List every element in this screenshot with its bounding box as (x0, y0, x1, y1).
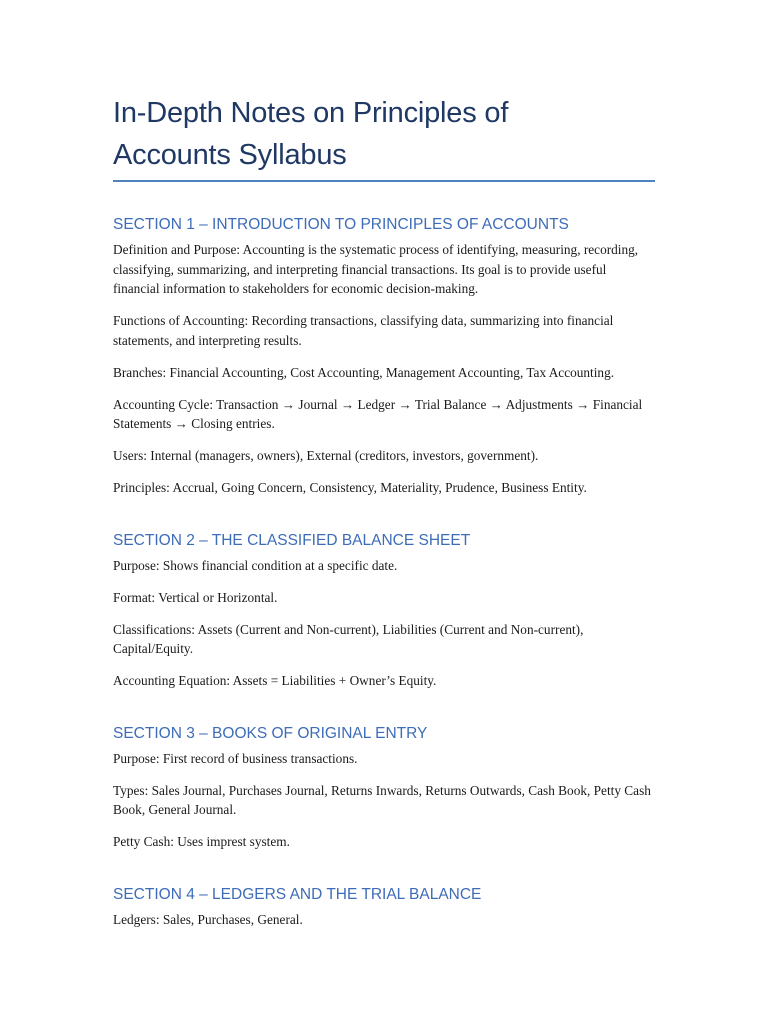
section-1-paragraph-branches: Branches: Financial Accounting, Cost Accounting, Management Accounting, Tax Accounting. (113, 364, 615, 380)
section-2-paragraph-format: Format: Vertical or Horizontal. (113, 589, 278, 605)
section-1-paragraph-functions: Functions of Accounting: Recording transactions, classifying data, summarizing into financial statements, and interpreting results. (113, 313, 614, 348)
document-title (113, 92, 655, 180)
title-underline-rule (113, 180, 655, 182)
section-3-paragraph-petty-cash: Petty Cash: Uses imprest system. (113, 834, 290, 849)
section-1-paragraph-users: Users: Internal (managers, owners), External (creditors, investors, government). (113, 448, 539, 463)
section-2-paragraph-classifications: Classifications: Assets (Current and Non-current), Liabilities (Current and Non-current), Capital/Equity. (113, 621, 584, 656)
section-4-paragraph-ledgers: Ledgers: Sales, Purchases, General. (113, 911, 303, 927)
section-1-paragraph-definition: Definition and Purpose: Accounting is the systematic process of identifying, measuring, recording, classifying, summarizing, and interpreting financial transactions. Its goal is to provide useful financial information to stakeholders for economic decision-making. (113, 242, 639, 296)
section-2-paragraph-purpose: Purpose: Shows financial condition at a specific date. (113, 557, 398, 573)
document-page (113, 92, 655, 929)
section-2 (113, 531, 655, 691)
section-4 (113, 885, 655, 930)
section-2-paragraph-accounting-equation: Accounting Equation: Assets = Liabilities + Owner’s Equity. (113, 673, 437, 688)
section-1-paragraph-principles: Principles: Accrual, Going Concern, Consistency, Materiality, Prudence, Business Entity. (113, 480, 587, 495)
section-1 (113, 215, 655, 498)
section-3-paragraph-types: Types: Sales Journal, Purchases Journal, Returns Inwards, Returns Outwards, Cash Book, Petty Cash Book, General Journal. (113, 782, 651, 817)
section-2-heading: SECTION 2 – THE CLASSIFIED BALANCE SHEET (113, 531, 471, 549)
document-title-line-1: In-Depth Notes on Principles of (113, 97, 509, 129)
section-1-heading: SECTION 1 – INTRODUCTION TO PRINCIPLES OF ACCOUNTS (113, 216, 569, 233)
document-title-line-2: Accounts Syllabus (113, 139, 347, 171)
section-3 (113, 724, 655, 852)
section-3-paragraph-purpose: Purpose: First record of business transactions. (113, 750, 358, 766)
section-1-paragraph-accounting-cycle: Accounting Cycle: Transaction → Journal → Ledger → Trial Balance → Adjustments → Financial Statements → Closing entries. (113, 396, 643, 431)
section-3-heading: SECTION 3 – BOOKS OF ORIGINAL ENTRY (113, 724, 428, 742)
section-4-heading: SECTION 4 – LEDGERS AND THE TRIAL BALANCE (113, 885, 482, 903)
